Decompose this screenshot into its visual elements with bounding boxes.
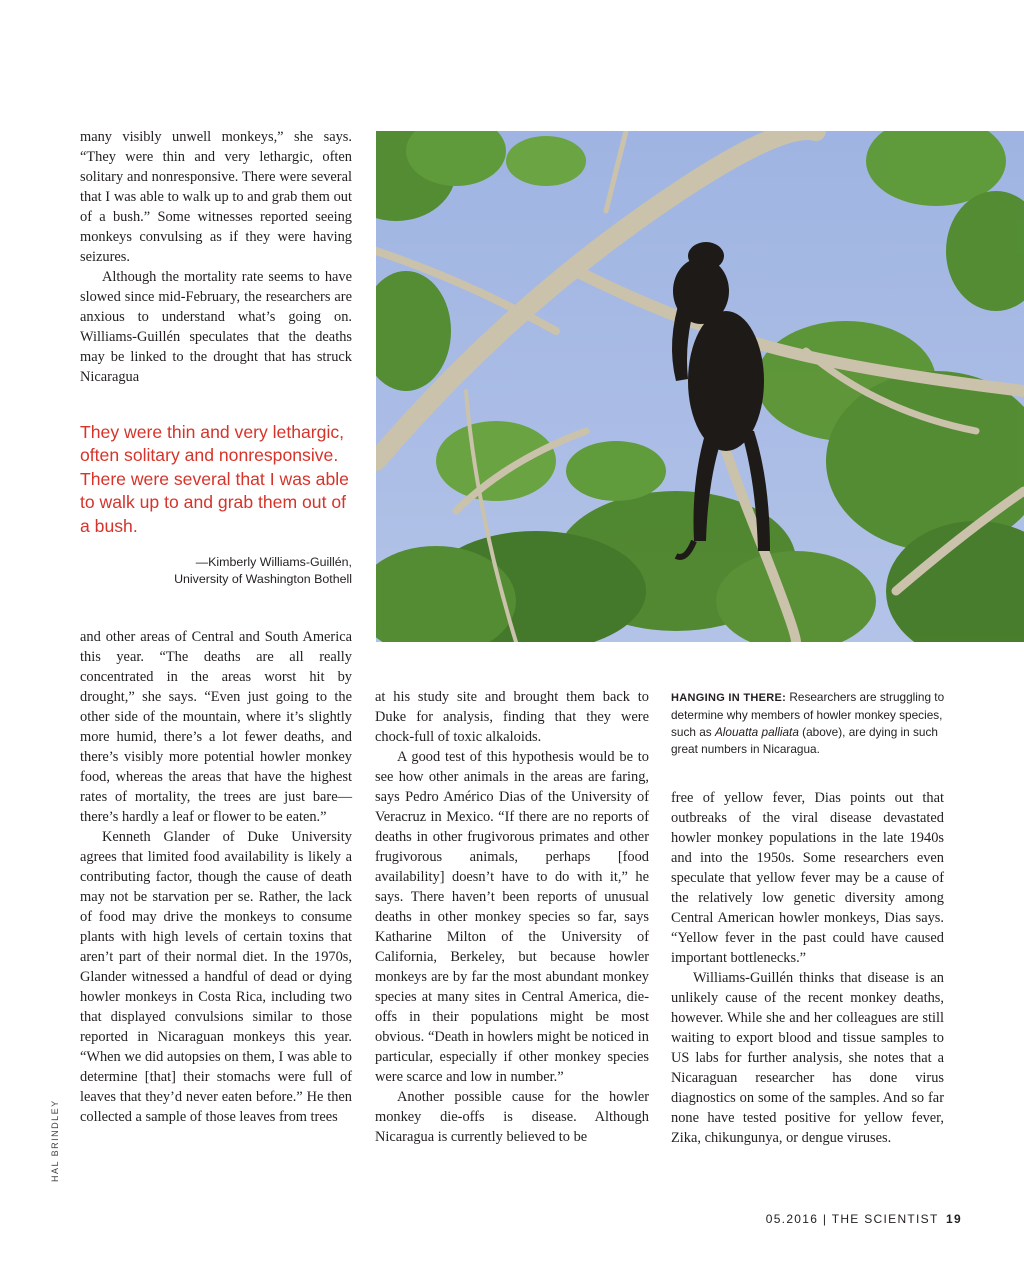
paragraph: A good test of this hypothesis would be to see how other animals in the areas are faring, says Pedro Américo Dias of the University of Veracruz in Mexico. “If there are no reports of deaths in other frugivorous primates and other frugivorous animals, perhaps [food availability] doesn’t have to do with it,” he says. There haven’t been reports of unusual deaths in other monkey species so far, says Katharine Milton of the University of California, Berkeley, but because howler monkeys are by far the most abundant monkey species at many sites in Central America, die-offs in their populations might be most obvious. “Death in howlers might be noticed in particular, especially if other monkey species were scarce and low in number.” xyxy=(375,749,649,1085)
article-column-3 xyxy=(671,788,944,1148)
paragraph: free of yellow fever, Dias points out that outbreaks of the viral disease devastated howler monkey populations in the late 1940s and into the 1950s. Some researchers even speculate that yellow fever may be a cause of the relatively low genetic diversity among Central American howler monkeys, Dias says. “Yellow fever in the past could have caused important bottlenecks.” xyxy=(671,790,944,966)
folio-date: 05.2016 xyxy=(765,1212,819,1226)
attribution-name: —Kimberly Williams-Guillén, xyxy=(195,555,352,570)
attribution-affiliation: University of Washington Bothell xyxy=(174,571,352,586)
howler-monkey-photo xyxy=(376,131,1024,642)
caption-text-after: (above), are dying in such great numbers in Nicaragua. xyxy=(671,725,938,756)
photo-illustration xyxy=(376,131,1024,642)
paragraph: at his study site and brought them back to Duke for analysis, finding that they were chock-full of toxic alkaloids. xyxy=(375,689,649,745)
article-column-1-bottom xyxy=(80,627,352,1127)
paragraph: Kenneth Glander of Duke University agrees that limited food availability is likely a contributing factor, though the cause of death may not be starvation per se. Rather, the lack of food may drive the monkeys to consume plants with high levels of certain toxins that aren’t part of their normal diet. In the 1970s, Glander witnessed a handful of dead or dying howler monkeys in Costa Rica, including two that displayed convulsions similar to those reported in Nicaraguan monkeys this year. “When we did autopsies on them, I was able to determine [that] their stomachs were full of leaves that they’d never eaten before.” He then collected a sample of those leaves from trees xyxy=(80,829,352,1125)
folio-magazine: THE SCIENTIST xyxy=(831,1212,939,1226)
photo-caption xyxy=(671,689,961,758)
pull-quote-text: They were thin and very lethargic, often solitary and nonresponsive. There were several that I was able to walk up to and grab them out of a bush. xyxy=(80,422,349,536)
caption-species: Alouatta palliata xyxy=(714,725,799,739)
paragraph: and other areas of Central and South America this year. “The deaths are all really concentrated in the areas worst hit by drought,” she says. “Even just going to the other side of the mountain, where it’s slightly more humid, there’s a lot fewer deaths, and there’s visibly more potential howler monkey food, whereas the areas that have the highest rates of mortality, the trees are just bare—there’s hardly a leaf or flower to be eaten.” xyxy=(80,629,352,825)
caption-text-before: Researchers are struggling to determine why members of howler monkey species, such as xyxy=(671,690,945,739)
folio-separator: | xyxy=(822,1212,828,1226)
photo-credit: HAL BRINDLEY xyxy=(50,1099,60,1182)
paragraph: many visibly unwell monkeys,” she says. “They were thin and very lethargic, often solitary and nonresponsive. There were several that I was able to walk up to and grab them out of a bush.” Some witnesses reported seeing monkeys convulsing as if they were having seizures. xyxy=(80,129,352,265)
pull-quote xyxy=(80,421,352,587)
folio-page-number: 19 xyxy=(946,1212,962,1226)
paragraph: Although the mortality rate seems to have slowed since mid-February, the researchers are anxious to understand what’s going on. Williams-Guillén speculates that the deaths may be linked to the drought that has struck Nicaragua xyxy=(80,269,352,385)
caption-lead: HANGING IN THERE: xyxy=(671,692,787,704)
pull-quote-attribution xyxy=(80,554,352,587)
article-column-1-top xyxy=(80,127,352,387)
paragraph: Williams-Guillén thinks that disease is an unlikely cause of the recent monkey deaths, however. While she and her colleagues are still waiting to export blood and tissue samples to US labs for further analysis, she notes that a Nicaraguan researcher has done virus diagnostics on some of the samples. And so far none have tested positive for yellow fever, Zika, chikungunya, or dengue viruses. xyxy=(671,970,944,1146)
article-column-2 xyxy=(375,687,649,1147)
page-folio xyxy=(766,1212,962,1226)
paragraph: Another possible cause for the howler monkey die-offs is disease. Although Nicaragua is currently believed to be xyxy=(375,1089,649,1145)
